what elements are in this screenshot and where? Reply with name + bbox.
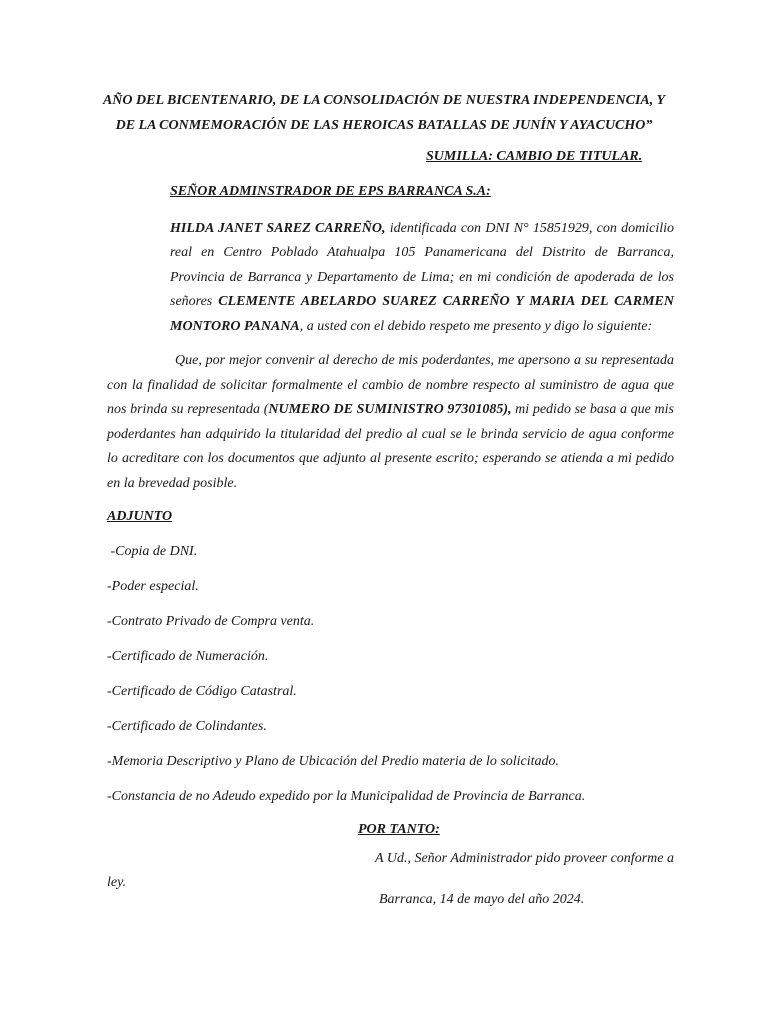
body-text-2: mi pedido se basa a que mis poderdantes han adquirido la titularidad del predio al cual se le brinda servicio de agua conforme lo acreditare con los documentos que adjunto al presente escrito; esperando se atienda a mi pedido en la brevedad posible.	[107, 402, 674, 491]
attachment-item: -Copia de DNI.	[107, 544, 198, 559]
por-tanto-heading: POR TANTO:	[358, 822, 440, 837]
applicant-name: HILDA JANET SAREZ CARREÑO,	[170, 221, 386, 236]
intro-paragraph	[170, 217, 674, 339]
place-date: Barranca, 14 de mayo del año 2024.	[379, 892, 585, 907]
attachment-item: -Certificado de Numeración.	[107, 649, 269, 664]
heading-line-1: AÑO DEL BICENTENARIO, DE LA CONSOLIDACIÓN DE NUESTRA INDEPENDENCIA, Y	[102, 93, 666, 108]
body-text-1: Que, por mejor convenir al derecho de mis poderdantes, me apersono a su representada con la finalidad de solicitar formalmente el cambio de nombre respecto al suministro de agua que nos brinda su representada (	[107, 353, 674, 418]
supply-number: NUMERO DE SUMINISTRO 97301085),	[268, 402, 512, 418]
closing-paragraph	[107, 847, 674, 895]
closing-text: A Ud., Señor Administrador pido proveer conforme a ley.	[107, 851, 674, 890]
addressee: SEÑOR ADMINSTRADOR DE EPS BARRANCA S.A:	[170, 184, 491, 199]
attachment-item: -Poder especial.	[107, 579, 199, 594]
document-heading	[80, 88, 688, 138]
attachment-item: -Certificado de Colindantes.	[107, 719, 267, 734]
principals-names: CLEMENTE ABELARDO SUAREZ CARREÑO Y MARIA DEL CARMEN MONTORO PANANA	[170, 294, 674, 334]
sumilla: SUMILLA: CAMBIO DE TITULAR.	[426, 149, 643, 164]
attachment-item: -Contrato Privado de Compra venta.	[107, 614, 315, 629]
attachment-item: -Memoria Descriptivo y Plano de Ubicación del Predio materia de lo solicitado.	[107, 754, 560, 769]
body-paragraph	[107, 349, 674, 497]
intro-text-2: , a usted con el debido respeto me presento y digo lo siguiente:	[299, 318, 653, 334]
attachment-item: -Constancia de no Adeudo expedido por la Municipalidad de Provincia de Barranca.	[107, 789, 586, 804]
attachment-item: -Certificado de Código Catastral.	[107, 684, 297, 699]
heading-line-2: DE LA CONMEMORACIÓN DE LAS HEROICAS BATALLAS DE JUNÍN Y AYACUCHO”	[115, 118, 653, 133]
attachments-title: ADJUNTO	[107, 509, 173, 524]
intro-text-1: identificada con DNI N° 15851929, con domicilio real en Centro Poblado Atahualpa 105 Panamericana del Distrito de Barranca, Provincia de Barranca y Departamento de Lima; en mi condición de apoderada de los señores	[170, 221, 675, 310]
